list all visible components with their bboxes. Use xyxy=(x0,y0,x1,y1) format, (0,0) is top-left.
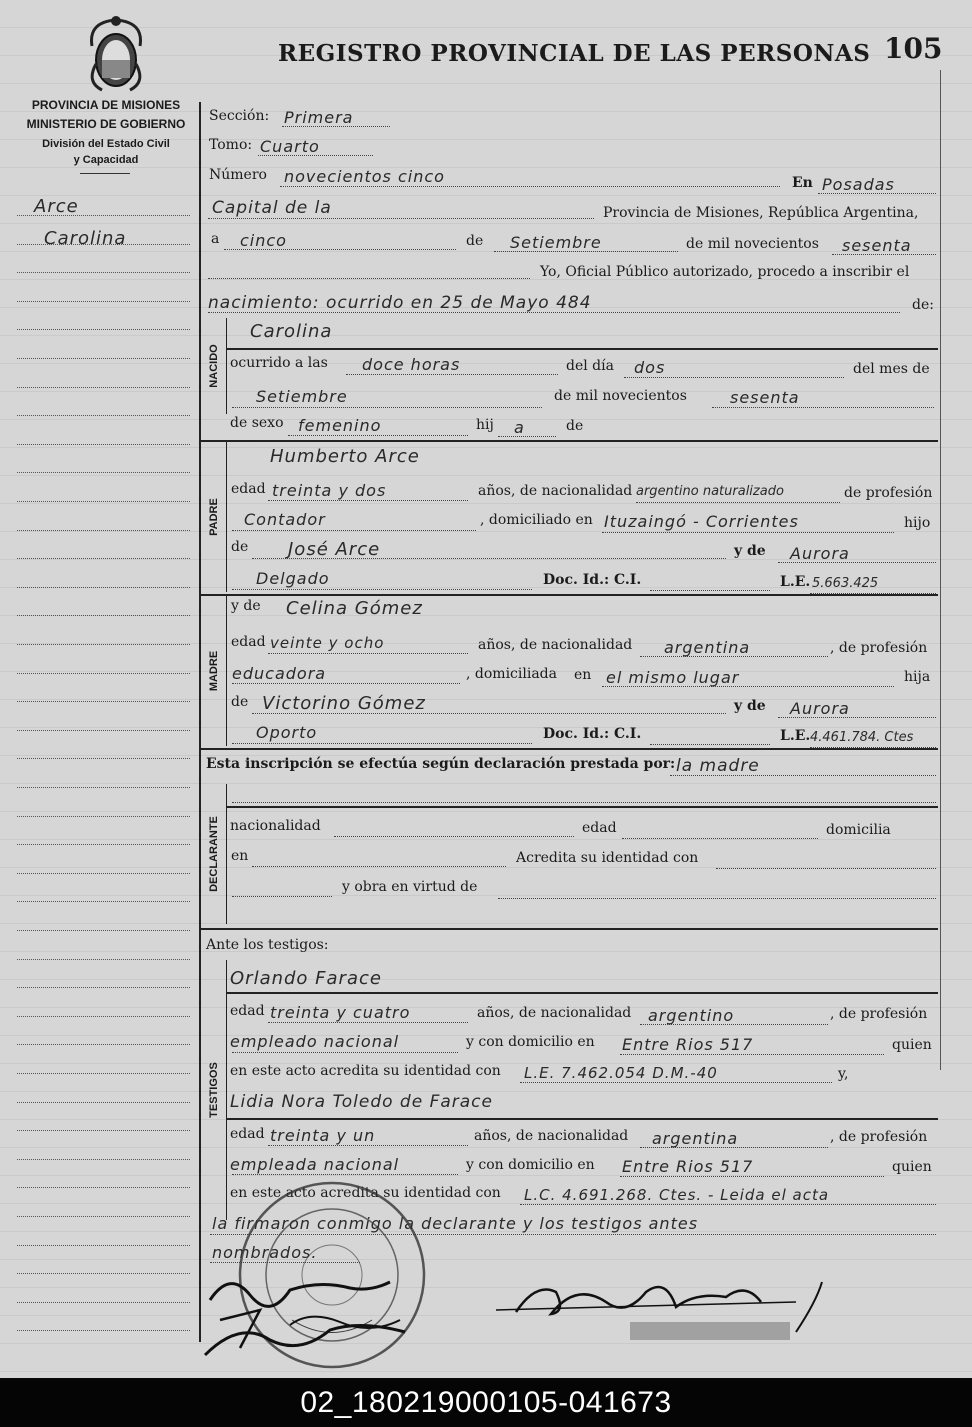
cierre-text-1: la firmaron conmigo la declarante y los testigos antes xyxy=(212,1214,699,1233)
padre-madre-value: Aurora xyxy=(790,544,850,563)
en-value: Posadas xyxy=(822,175,895,194)
madre-inner-line xyxy=(226,596,227,746)
testigo2-prof-label: , de profesión xyxy=(830,1129,928,1145)
padre-de-label: de xyxy=(231,539,249,555)
margin-dotted-line xyxy=(17,1130,190,1131)
section-label-testigos: TESTIGOS xyxy=(208,1062,220,1118)
acto-value: nacimiento: ocurrido en 25 de Mayo 484 xyxy=(208,293,592,313)
padre-prof-value: Contador xyxy=(244,510,326,529)
section-label-madre: MADRE xyxy=(208,650,220,692)
testigo1-dom-value: Entre Rios 517 xyxy=(622,1035,754,1054)
padre-edad-line xyxy=(268,500,468,501)
madre-apellido-value: Oporto xyxy=(256,723,318,742)
testigo1-doc-line xyxy=(520,1082,832,1083)
del-mes-label: del mes de xyxy=(853,361,930,377)
nacido-nombre: Carolina xyxy=(250,321,333,342)
right-frame-line xyxy=(940,70,941,1070)
testigo2-edad-line xyxy=(268,1145,468,1146)
madre-prof-line xyxy=(232,683,460,684)
madre-prof-label: , de profesión xyxy=(830,640,928,656)
section-separator xyxy=(226,1118,938,1120)
margin-dotted-line xyxy=(17,901,190,902)
testigo2-dom-line xyxy=(620,1176,884,1177)
testigo2-doc-value: L.C. 4.691.268. Ctes. - Leida el acta xyxy=(524,1186,830,1204)
madre-edad-value: veinte y ocho xyxy=(270,634,385,652)
mes-value: Setiembre xyxy=(510,233,602,252)
declarante-acredita-label: Acredita su identidad con xyxy=(516,850,699,866)
header-province: PROVINCIA DE MISIONES xyxy=(31,98,181,112)
padre-prof-label: de profesión xyxy=(844,485,933,501)
testigo2-acredita-label: en este acto acredita su identidad con xyxy=(230,1185,501,1201)
madre-madre-value: Aurora xyxy=(790,699,850,718)
ocurrido-label: ocurrido a las xyxy=(230,355,328,371)
nacido-mil-label: de mil novecientos xyxy=(554,388,687,404)
header-divider xyxy=(80,173,130,174)
nacido-anio-line xyxy=(712,407,934,408)
testigo2-nombre: Lidia Nora Toledo de Farace xyxy=(230,1092,493,1112)
madre-nac-label: años, de nacionalidad xyxy=(478,637,633,653)
padre-edad-value: treinta y dos xyxy=(272,481,387,500)
de-label: de xyxy=(466,233,484,249)
section-separator xyxy=(226,992,938,994)
section-separator xyxy=(200,928,938,930)
madre-nac-value: argentina xyxy=(664,638,751,657)
seccion-label: Sección: xyxy=(209,108,270,124)
margin-dotted-line xyxy=(17,272,190,273)
testigo2-prof-value: empleada nacional xyxy=(230,1155,400,1174)
declaracion-label: Esta inscripción se efectúa según declaración prestada por: xyxy=(206,756,676,772)
margin-note-surname: Arce xyxy=(34,196,79,217)
margin-dotted-line xyxy=(17,673,190,674)
margin-dotted-line xyxy=(17,444,190,445)
madre-dom-value: el mismo lugar xyxy=(606,668,740,687)
coat-of-arms-icon xyxy=(84,12,148,94)
section-separator xyxy=(200,440,938,442)
testigo2-quien-label: quien xyxy=(892,1159,932,1175)
dia-value: cinco xyxy=(240,231,287,250)
margin-dotted-line xyxy=(17,530,190,531)
hora-line xyxy=(346,374,558,375)
padre-dom-label: , domiciliado en xyxy=(480,512,593,528)
padre-nac-value: argentino naturalizado xyxy=(636,484,784,499)
margin-dotted-line xyxy=(17,329,190,330)
nacido-inner-line xyxy=(226,318,227,414)
padre-prof-line xyxy=(232,530,476,531)
testigo1-edad-value: treinta y cuatro xyxy=(270,1003,411,1022)
testigo1-nac-value: argentino xyxy=(648,1006,735,1025)
margin-dotted-line xyxy=(17,358,190,359)
margin-dotted-line xyxy=(17,1245,190,1246)
madre-de-label: de xyxy=(231,694,249,710)
madre-yde2-label: y de xyxy=(734,698,766,714)
seccion-value: Primera xyxy=(284,108,354,127)
hij-label: hij xyxy=(476,417,494,433)
madre-apellido-line xyxy=(232,743,532,744)
testigo1-dom-line xyxy=(620,1054,884,1055)
margin-dotted-line xyxy=(17,558,190,559)
declarante-nac-line xyxy=(334,836,574,837)
document-reference-code: 02_180219000105-041673 xyxy=(0,1378,972,1427)
ante-testigos-label: Ante los testigos: xyxy=(206,937,329,953)
margin-dotted-line xyxy=(17,615,190,616)
madre-prof-value: educadora xyxy=(232,664,327,683)
margin-dotted-line xyxy=(17,1159,190,1160)
margin-dotted-line xyxy=(17,730,190,731)
margin-dotted-line xyxy=(17,1016,190,1017)
madre-edad-label: edad xyxy=(231,634,266,650)
testigo1-acredita-label: en este acto acredita su identidad con xyxy=(230,1063,501,1079)
margin-dotted-line xyxy=(17,987,190,988)
folio-number: 105 xyxy=(884,32,943,65)
padre-dom-value: Ituzaingó - Corrientes xyxy=(604,512,799,531)
padre-doc-label: Doc. Id.: C.I. xyxy=(543,572,642,588)
sexo-label: de sexo xyxy=(230,415,284,431)
margin-dotted-line xyxy=(17,1273,190,1274)
padre-nac-label: años, de nacionalidad xyxy=(478,483,633,499)
madre-ci-line xyxy=(650,744,770,745)
margin-dotted-line xyxy=(17,1073,190,1074)
margin-dotted-line xyxy=(17,501,190,502)
madre-nombre: Celina Gómez xyxy=(286,598,423,619)
declarante-nac-label: nacionalidad xyxy=(230,818,321,834)
numero-value: novecientos cinco xyxy=(284,167,445,186)
margin-dotted-line xyxy=(17,1187,190,1188)
margin-dotted-line xyxy=(17,587,190,588)
madre-le-value: 4.461.784. Ctes xyxy=(810,730,914,745)
testigo2-dom-value: Entre Rios 517 xyxy=(622,1157,754,1176)
margin-dotted-line xyxy=(17,644,190,645)
hija-label: hija xyxy=(904,669,931,685)
declarante-edad-line xyxy=(622,838,818,839)
hij-value: a xyxy=(514,418,525,437)
madre-padre-value: Victorino Gómez xyxy=(262,693,426,714)
capital-line xyxy=(208,218,594,219)
declarante-en-label: en xyxy=(231,848,249,864)
nacido-mes-line xyxy=(232,407,542,408)
blank-line xyxy=(208,278,530,279)
anio-value: sesenta xyxy=(842,236,912,255)
padre-yde-label: y de xyxy=(734,543,766,559)
testigo1-quien-label: quien xyxy=(892,1037,932,1053)
testigo1-doc-value: L.E. 7.462.054 D.M.-40 xyxy=(524,1064,718,1082)
header-capacity: y Capacidad xyxy=(73,154,139,166)
capital-value: Capital de la xyxy=(212,198,332,218)
nacido-de-label: de xyxy=(566,418,584,434)
margin-dotted-line xyxy=(17,701,190,702)
testigo1-nombre: Orlando Farace xyxy=(230,968,382,989)
provincia-label: Provincia de Misiones, República Argentina, xyxy=(603,205,919,221)
padre-apellido-value: Delgado xyxy=(256,569,330,588)
declarante-dom-label: domicilia xyxy=(826,822,891,838)
testigo1-prof-value: empleado nacional xyxy=(230,1032,400,1051)
testigo1-edad-line xyxy=(268,1022,468,1023)
margin-dotted-line xyxy=(17,959,190,960)
section-label-padre: PADRE xyxy=(208,498,220,536)
declarante-obra-label: y obra en virtud de xyxy=(342,879,478,895)
hij-line xyxy=(498,436,556,437)
section-separator xyxy=(226,348,938,350)
padre-le-value: 5.663.425 xyxy=(812,576,879,591)
header-division: División del Estado Civil xyxy=(42,138,170,150)
testigo2-nac-value: argentina xyxy=(652,1129,739,1148)
padre-le-label: L.E. xyxy=(780,574,811,590)
padre-padre-value: José Arce xyxy=(288,539,381,560)
left-frame-line xyxy=(199,102,201,1342)
padre-le-line xyxy=(810,593,936,594)
testigo2-edad-label: edad xyxy=(230,1126,265,1142)
mil-label: de mil novecientos xyxy=(686,236,819,252)
section-separator xyxy=(200,594,938,596)
testigo2-nac-label: años, de nacionalidad xyxy=(474,1128,629,1144)
declarante-edad-label: edad xyxy=(582,820,617,836)
nacido-dia-line xyxy=(624,377,844,378)
hijo-label: hijo xyxy=(904,515,931,531)
margin-dotted-line xyxy=(17,301,190,302)
declarante-inner-line xyxy=(226,784,227,924)
testigo1-y-label: y, xyxy=(838,1066,849,1082)
sexo-value: femenino xyxy=(298,416,382,435)
madre-edad-line xyxy=(268,653,468,654)
testigo1-nac-label: años, de nacionalidad xyxy=(477,1005,632,1021)
padre-ci-line xyxy=(650,590,770,591)
margin-dotted-line xyxy=(17,1102,190,1103)
testigo1-prof-line xyxy=(232,1052,458,1053)
madre-yde-label: y de xyxy=(231,598,261,614)
section-separator xyxy=(200,748,938,750)
margin-dotted-line xyxy=(17,758,190,759)
del-dia-label: del día xyxy=(566,358,614,374)
margin-note-name: Carolina xyxy=(44,228,127,249)
nacido-dia-value: dos xyxy=(634,358,666,377)
numero-line xyxy=(280,186,780,187)
margin-dotted-line xyxy=(17,1330,190,1331)
de2-label: de: xyxy=(912,297,934,313)
margin-dotted-line xyxy=(17,873,190,874)
tomo-label: Tomo: xyxy=(209,137,253,153)
declarante-en-line xyxy=(252,866,506,867)
margin-dotted-line xyxy=(17,387,190,388)
signature-witnesses-icon xyxy=(200,1260,440,1370)
oficial-label: Yo, Oficial Público autorizado, procedo a inscribir el xyxy=(540,264,910,280)
testigo1-edad-label: edad xyxy=(230,1003,265,1019)
cierre-text-2: nombrados. xyxy=(212,1243,318,1262)
tomo-value: Cuarto xyxy=(260,137,320,156)
testigo1-prof-label: , de profesión xyxy=(830,1006,928,1022)
margin-dotted-line xyxy=(17,844,190,845)
document-title: REGISTRO PROVINCIAL DE LAS PERSONAS xyxy=(278,40,871,67)
padre-nombre: Humberto Arce xyxy=(270,446,420,467)
madre-le-line xyxy=(810,747,936,748)
madre-en-label: en xyxy=(574,667,592,683)
testigo2-edad-value: treinta y un xyxy=(270,1126,376,1145)
testigo2-doc-line xyxy=(520,1204,936,1205)
madre-le-label: L.E. xyxy=(780,728,811,744)
nacido-anio-value: sesenta xyxy=(730,388,800,407)
hora-value: doce horas xyxy=(362,355,461,374)
declaracion-value: la madre xyxy=(676,756,760,776)
margin-dotted-line xyxy=(17,930,190,931)
declarante-nombre-line xyxy=(232,802,936,803)
section-label-declarante: DECLARANTE xyxy=(208,816,220,892)
declarante-obra-pre-line xyxy=(232,896,332,897)
en-label: En xyxy=(792,175,813,191)
margin-dotted-line xyxy=(17,472,190,473)
padre-apellido-line xyxy=(232,589,532,590)
margin-dotted-line xyxy=(17,1044,190,1045)
padre-dom-line xyxy=(602,532,894,533)
declarante-obra-line xyxy=(498,898,936,899)
testigos-inner-line xyxy=(226,960,227,1220)
padre-nac-line xyxy=(636,502,840,503)
testigo1-dom-label: y con domicilio en xyxy=(466,1034,595,1050)
declarante-acredita-line xyxy=(716,868,936,869)
numero-label: Número xyxy=(209,167,267,183)
margin-dotted-line xyxy=(17,1216,190,1217)
margin-dotted-line xyxy=(17,787,190,788)
padre-edad-label: edad xyxy=(231,481,266,497)
a-label: a xyxy=(211,231,220,247)
madre-dom-label: , domiciliada xyxy=(466,666,557,682)
margin-dotted-line xyxy=(17,415,190,416)
testigo2-dom-label: y con domicilio en xyxy=(466,1157,595,1173)
header-ministry: MINISTERIO DE GOBIERNO xyxy=(26,117,186,131)
padre-inner-line xyxy=(226,442,227,592)
nacido-mes-value: Setiembre xyxy=(256,387,348,406)
margin-dotted-line xyxy=(17,816,190,817)
officer-stamp xyxy=(630,1322,790,1340)
section-separator xyxy=(226,806,938,808)
margin-dotted-line xyxy=(17,1302,190,1303)
sexo-line xyxy=(288,435,468,436)
section-label-nacido: NACIDO xyxy=(208,344,220,388)
madre-doc-label: Doc. Id.: C.I. xyxy=(543,726,642,742)
